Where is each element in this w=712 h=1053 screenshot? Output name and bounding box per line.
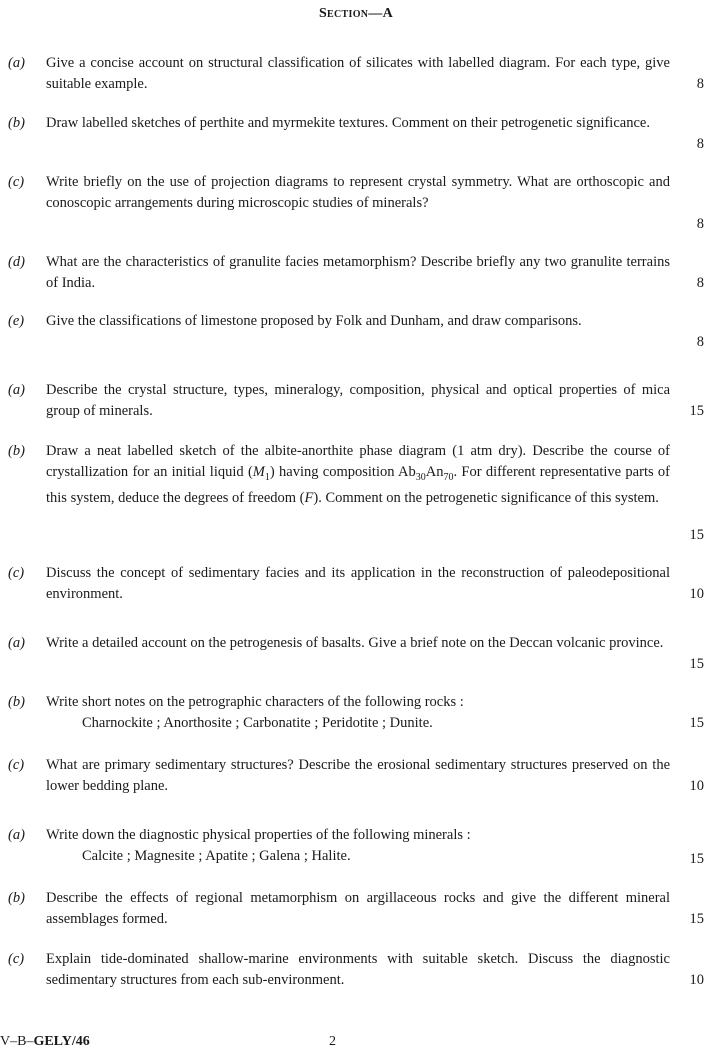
- question-marks: 8: [696, 334, 704, 350]
- question-label: (a): [8, 827, 25, 843]
- question-label: (c): [8, 951, 25, 967]
- question-marks: 10: [689, 972, 704, 988]
- question-text: Draw a neat labelled sketch of the albite-anorthite phase diagram (1 atm dry). Describe the course of crystallization for an initial liquid $(M_1)$ having composition $Ab_{30}An_{70}$. For different representative parts of this system, deduce the degrees of freedom (F). Comment on the petrogenetic significance of this system.: [46, 443, 670, 506]
- question-label: (e): [8, 313, 25, 329]
- question-label: (c): [8, 757, 25, 773]
- question-label: (d): [8, 254, 25, 270]
- paper-code: V–B–GELY/46: [0, 1034, 90, 1049]
- question-label: (b): [8, 890, 25, 906]
- question-label: (a): [8, 55, 25, 71]
- question-marks: 15: [689, 851, 704, 867]
- question-label: (c): [8, 174, 25, 190]
- rock-list: Charnockite ; Anorthosite ; Carbonatite ; Peridotite ; Dunite.: [82, 715, 433, 731]
- question-text: Discuss the concept of sedimentary facies and its application in the reconstruction of paleodepositional environment.: [46, 565, 670, 602]
- question-text: Draw labelled sketches of perthite and myrmekite textures. Comment on their petrogenetic significance.: [46, 115, 650, 131]
- question-text: Describe the effects of regional metamorphism on argillaceous rocks and give the different mineral assemblages formed.: [46, 890, 670, 927]
- question-marks: 15: [689, 403, 704, 419]
- question-text: Write down the diagnostic physical properties of the following minerals : Calcite ; Magnesite ; Apatite ; Galena ; Halite.: [46, 825, 670, 867]
- question-marks: 8: [696, 275, 704, 291]
- question-label: (b): [8, 694, 25, 710]
- question-marks: 8: [696, 216, 704, 232]
- question-marks: 15: [689, 656, 704, 672]
- question-text: What are primary sedimentary structures? Describe the erosional sedimentary structures preserved on the lower bedding plane.: [46, 757, 670, 794]
- question-text: Explain tide-dominated shallow-marine environments with suitable sketch. Discuss the diagnostic sedimentary structures from each sub-environment.: [46, 951, 670, 988]
- section-title: Section—A: [318, 6, 394, 21]
- question-text: What are the characteristics of granulite facies metamorphism? Describe briefly any two granulite terrains of India.: [46, 254, 670, 291]
- question-marks: 15: [689, 715, 704, 731]
- question-text: Give a concise account on structural classification of silicates with labelled diagram. For each type, give suitable example.: [46, 55, 670, 92]
- question-label: (b): [8, 443, 25, 459]
- question-text: Write a detailed account on the petrogenesis of basalts. Give a brief note on the Deccan volcanic province.: [46, 635, 664, 651]
- question-text: Give the classifications of limestone proposed by Folk and Dunham, and draw comparisons.: [46, 313, 582, 329]
- question-text: Describe the crystal structure, types, mineralogy, composition, physical and optical properties of mica group of minerals.: [46, 382, 670, 419]
- question-marks: 10: [689, 586, 704, 602]
- question-marks: 8: [696, 76, 704, 92]
- question-label: (a): [8, 382, 25, 398]
- page-number: 2: [329, 1034, 336, 1049]
- question-text: Write briefly on the use of projection diagrams to represent crystal symmetry. What are orthoscopic and conoscopic arrangements during microscopic studies of minerals?: [46, 174, 670, 211]
- question-marks: 10: [689, 778, 704, 794]
- mineral-list: Calcite ; Magnesite ; Apatite ; Galena ; Halite.: [82, 848, 351, 864]
- question-label: (b): [8, 115, 25, 131]
- question-marks: 15: [689, 911, 704, 927]
- question-text: Write short notes on the petrographic characters of the following rocks : Charnockite ; Anorthosite ; Carbonatite ; Peridotite ; Dunite.: [46, 692, 670, 734]
- question-label: (c): [8, 565, 25, 581]
- question-label: (a): [8, 635, 25, 651]
- question-marks: 8: [696, 136, 704, 152]
- question-marks: 15: [689, 527, 704, 543]
